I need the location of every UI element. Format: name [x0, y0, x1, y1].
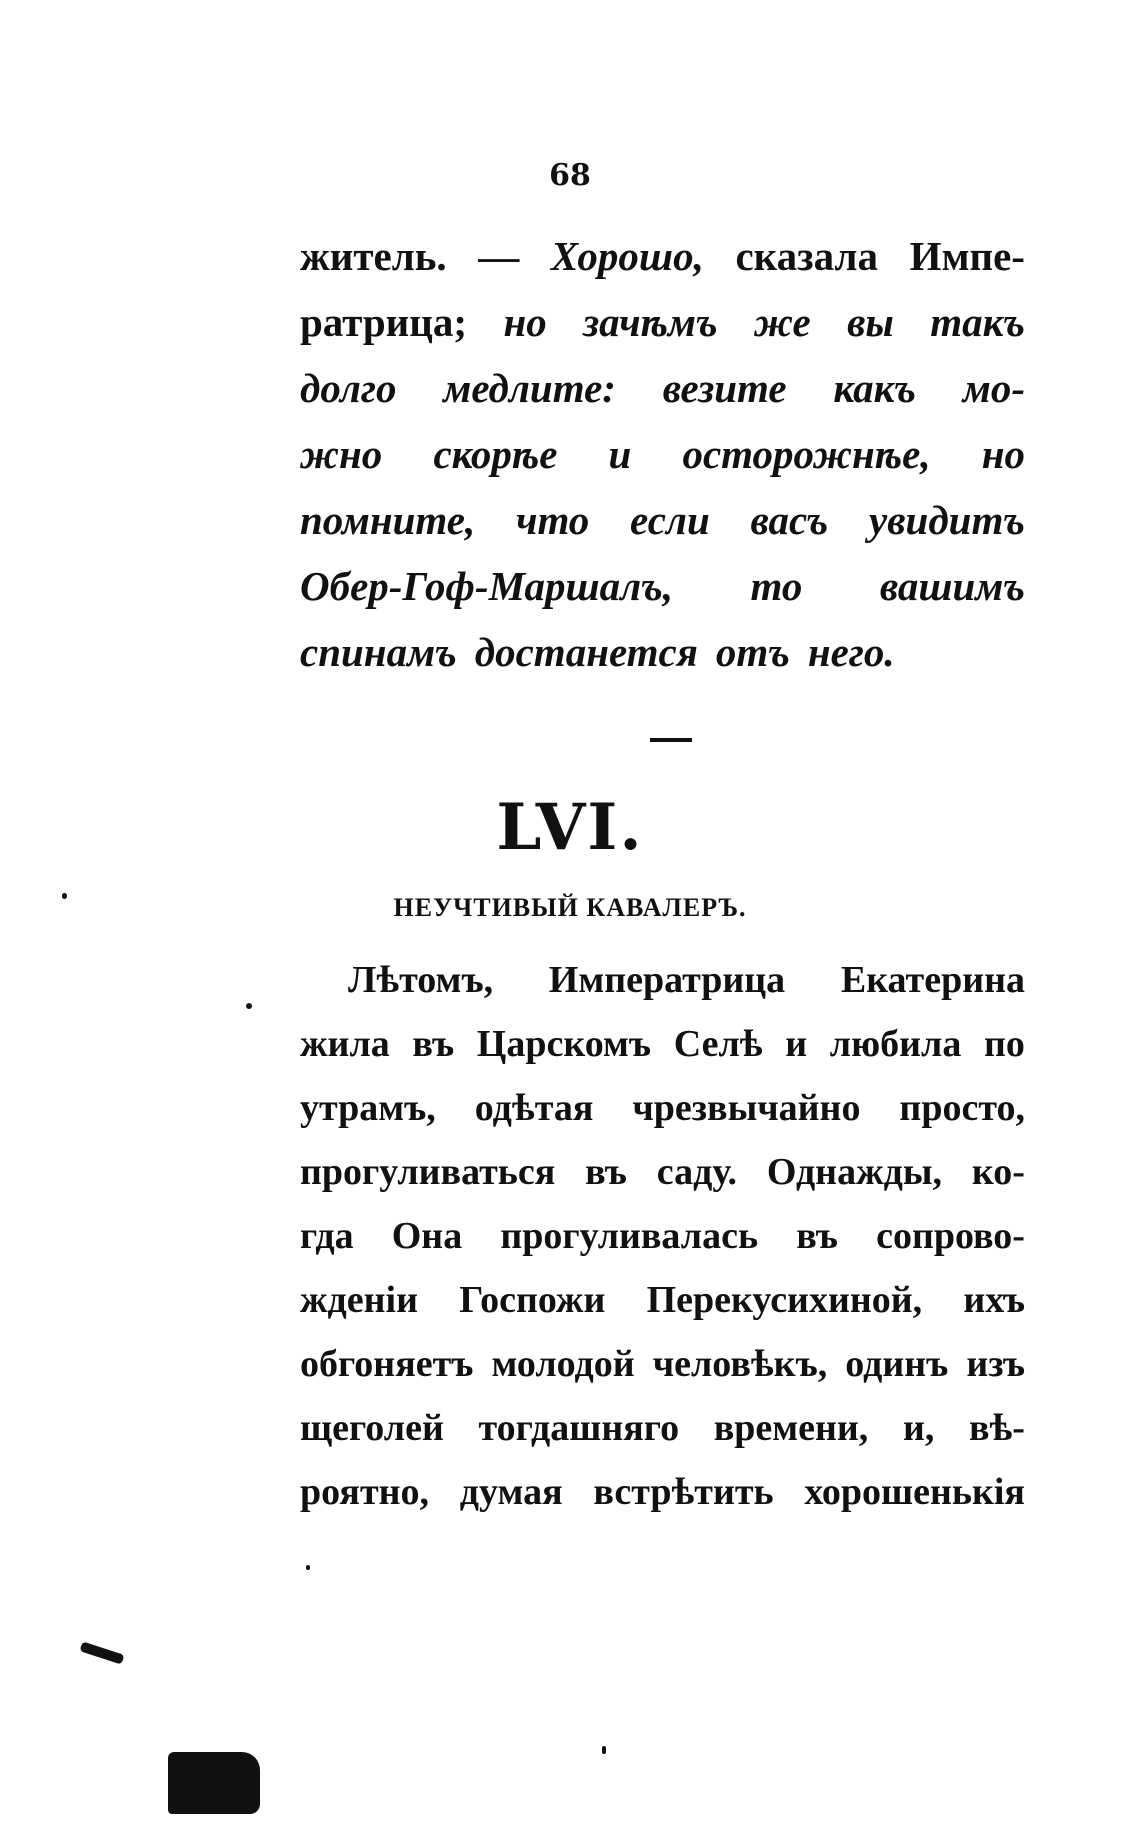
word: изъ — [966, 1343, 1025, 1385]
text-line — [300, 364, 1025, 430]
word: долго — [300, 365, 397, 411]
text-line — [300, 628, 1025, 694]
word: Императрица — [548, 959, 786, 1001]
word: зачѣмъ — [583, 299, 718, 345]
word: въ — [585, 1151, 627, 1193]
word: Она — [391, 1215, 463, 1257]
word: любила — [829, 1023, 962, 1065]
word: то — [750, 563, 803, 609]
word: Хорошо, — [550, 233, 704, 279]
word: вашимъ — [879, 563, 1025, 609]
text-line — [300, 1406, 1025, 1470]
word: Лѣтомъ, — [348, 959, 494, 1001]
text-line — [300, 1086, 1025, 1150]
section-title: НЕУЧТИВЫЙ КАВАЛЕРЪ. — [393, 893, 747, 922]
text-line — [300, 958, 1025, 1022]
text-line — [300, 1342, 1025, 1406]
word: молодой — [491, 1343, 635, 1385]
word: спинамъ — [300, 629, 457, 675]
word: но — [981, 431, 1025, 477]
section-number: LVI. — [496, 790, 644, 865]
word: времени, — [713, 1407, 869, 1449]
word: какъ — [833, 365, 916, 411]
word: везите — [662, 365, 787, 411]
page-number: 68 — [549, 158, 591, 193]
text-line — [300, 562, 1025, 628]
text-line — [300, 1150, 1025, 1214]
word: ратрица; — [300, 299, 468, 345]
text-line — [300, 298, 1025, 364]
word: обгоняетъ — [300, 1343, 474, 1385]
word: же — [754, 299, 811, 345]
word: него. — [807, 629, 895, 675]
scan-speck — [246, 1003, 252, 1009]
word: Царскомъ — [476, 1023, 652, 1065]
text-line — [300, 1022, 1025, 1086]
word: человѣкъ, — [652, 1343, 828, 1385]
scan-speck — [306, 1565, 310, 1570]
word: чрезвычайно — [632, 1087, 861, 1129]
word: жно — [300, 431, 383, 477]
word: Екатерина — [840, 959, 1025, 1001]
word: вы — [847, 299, 894, 345]
word: достанется — [474, 629, 698, 675]
word: Селѣ — [673, 1023, 763, 1065]
word: тогдашняго — [478, 1407, 680, 1449]
word: и, — [902, 1407, 935, 1449]
text-line — [300, 430, 1025, 496]
word: ко- — [971, 1151, 1025, 1193]
word: жденіи — [300, 1279, 418, 1321]
word: увидитъ — [869, 497, 1025, 543]
text-line — [300, 1470, 1025, 1534]
word: мо- — [962, 365, 1025, 411]
word: Обер-Гоф-Маршалъ, — [300, 563, 673, 609]
word: васъ — [750, 497, 829, 543]
word: Госпожи — [459, 1279, 606, 1321]
word: медлите: — [443, 365, 616, 411]
word: Перекусихиной, — [646, 1279, 923, 1321]
word: что — [515, 497, 590, 543]
word: и — [608, 431, 632, 477]
word: сказала — [735, 233, 879, 279]
word: одинъ — [845, 1343, 949, 1385]
word: — — [478, 233, 520, 279]
word: роятно, — [300, 1471, 430, 1513]
word: Импе- — [909, 233, 1025, 279]
scan-speck — [62, 893, 67, 899]
word: Однажды, — [766, 1151, 943, 1193]
word: житель. — [300, 233, 447, 279]
word: если — [630, 497, 710, 543]
word: и — [785, 1023, 808, 1065]
word: такъ — [930, 299, 1025, 345]
word: щеголей — [300, 1407, 444, 1449]
word: сопрово- — [876, 1215, 1025, 1257]
word: въ — [412, 1023, 455, 1065]
word: въ — [796, 1215, 838, 1257]
word: прогуливаться — [300, 1151, 556, 1193]
word: осторожнѣе, — [682, 431, 931, 477]
word: думая — [459, 1471, 563, 1513]
word: хорошенькія — [804, 1471, 1025, 1513]
word: саду. — [656, 1151, 738, 1193]
paragraph — [300, 958, 1025, 1534]
word: просто, — [899, 1087, 1025, 1129]
word: помните, — [300, 497, 476, 543]
text-line — [300, 1214, 1025, 1278]
word: ихъ — [963, 1279, 1025, 1321]
text-line — [300, 232, 1025, 298]
word: но — [503, 299, 547, 345]
scan-smudge — [168, 1752, 260, 1814]
word: одѣтая — [474, 1087, 594, 1129]
word: гда — [300, 1215, 354, 1257]
section-divider — [650, 738, 692, 742]
word: скорѣе — [433, 431, 558, 477]
word: отъ — [715, 629, 790, 675]
scan-speck — [602, 1746, 606, 1754]
word: жила — [300, 1023, 390, 1065]
word: утрамъ, — [300, 1087, 436, 1129]
word: по — [984, 1023, 1025, 1065]
text-line — [300, 1278, 1025, 1342]
word: прогуливалась — [500, 1215, 759, 1257]
word: вѣ- — [968, 1407, 1025, 1449]
word: встрѣтить — [593, 1471, 774, 1513]
text-line — [300, 496, 1025, 562]
paragraph-continued — [300, 232, 1025, 694]
scan-smudge — [80, 1641, 125, 1664]
